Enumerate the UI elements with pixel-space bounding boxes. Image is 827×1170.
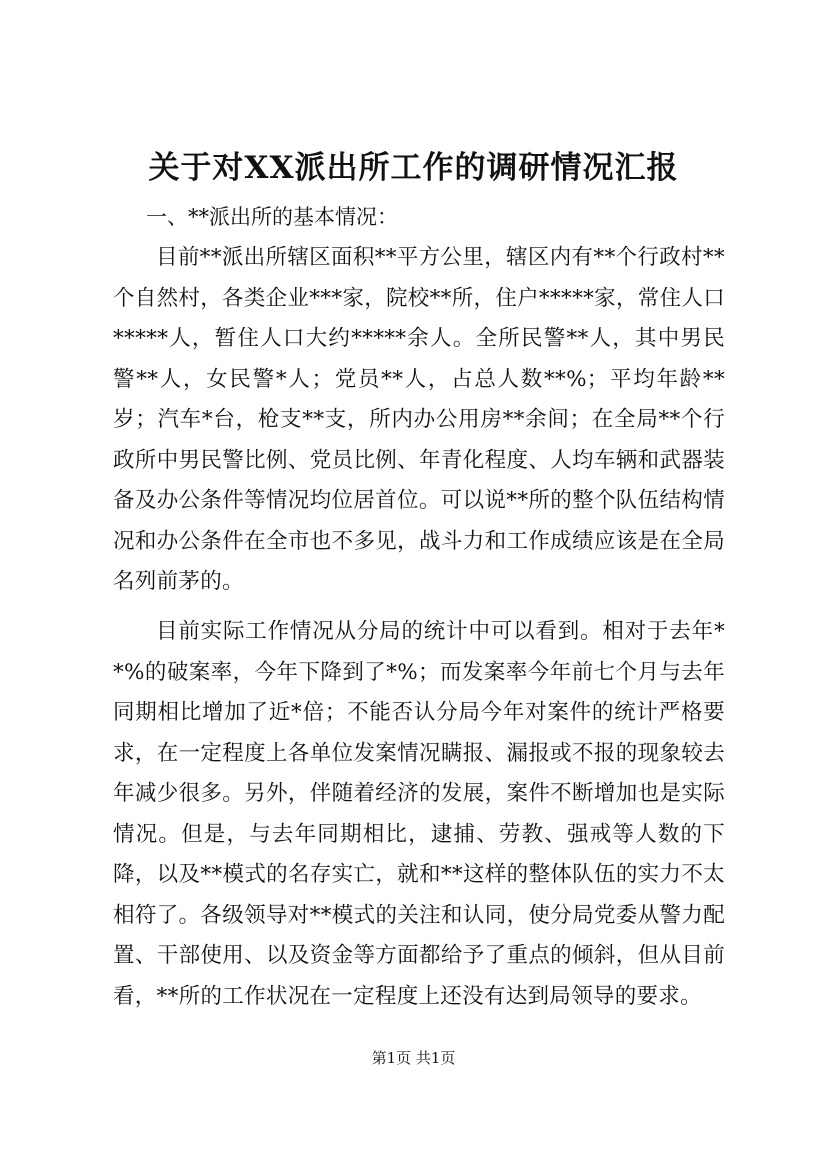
section-heading: 一、**派出所的基本情况： [146,205,398,229]
paragraph-2: 目前实际工作情况从分局的统计中可以看到。相对于去年**%的破案率，今年下降到了*%；而发案率今年前七个月与去年同期相比增加了近*倍；不能否认分局今年对案件的统计严格要求，在一定程度上各单位发案情况瞒报、漏报或不报的现象较去年减少很多。另外，伴随着经济的发展，案件不断增加也是实际情况。但是，与去年同期相比，逮捕、劳教、强戒等人数的下降，以及**模式的名存实亡，就和**这样的整体队伍的实力不太相符了。各级领导对**模式的关注和认同，使分局党委从警力配置、干部使用、以及资金等方面都给予了重点的倾斜，但从目前看，**所的工作状况在一定程度上还没有达到局领导的要求。 [113,619,725,1009]
paragraph-1: 目前**派出所辖区面积**平方公里，辖区内有**个行政村**个自然村，各类企业***家，院校**所，住户*****家，常住人口*****人，暂住人口大约*****余人。全所民警**人，其中男民警**人，女民警*人；党员**人，占总人数**%；平均年龄**岁；汽车*台，枪支**支，所内办公用房**余间；在全局**个行政所中男民警比例、党员比例、年青化程度、人均车辆和武器装备及办公条件等情况均位居首位。可以说**所的整个队伍结构情况和办公条件在全市也不多见，战斗力和工作成绩应该是在全局名列前茅的。 [113,245,725,594]
page-number-footer: 第1页 共1页 [371,1049,456,1067]
document-title: 关于对XX派出所工作的调研情况汇报 [148,150,679,186]
